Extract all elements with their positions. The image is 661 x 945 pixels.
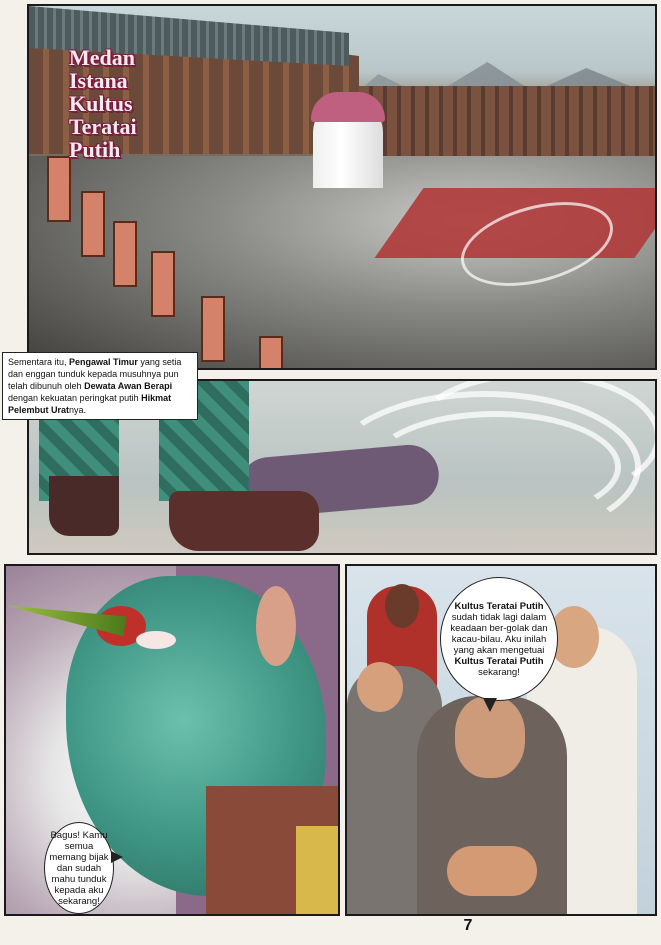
speech-bubble-villain: [44, 822, 114, 914]
distant-hall: [359, 86, 657, 156]
title-word: Putih: [69, 137, 121, 162]
ear: [256, 586, 296, 666]
bubble-tail: [483, 698, 497, 712]
title-word: Istana: [69, 68, 128, 93]
caption-text: yang setia dan enggan tunduk kepada musuhnya pun telah dibunuh oleh: [8, 357, 182, 391]
narration-caption: [2, 352, 198, 420]
eye: [136, 631, 176, 649]
bubble-tail: [111, 851, 123, 863]
pavilion-tent: [313, 98, 383, 188]
yellow-robe: [296, 826, 340, 916]
caption-text: nya.: [69, 405, 87, 415]
bubble-bold: Kultus Teratai Putih: [454, 600, 544, 612]
title-word: Kultus: [69, 91, 133, 116]
boot: [49, 476, 119, 536]
caption-bold: Hikmat Pelembut Urat: [8, 393, 172, 415]
banner-flag: [151, 251, 175, 317]
banner-flag: [47, 156, 71, 222]
page-number: 7: [463, 917, 473, 934]
title-word: Medan: [69, 45, 135, 70]
bubble-text: Bagus! Kamu semua memang bijak dan sudah mahu tunduk kepada aku sekarang!: [49, 829, 109, 907]
panel-palace-courtyard: [27, 4, 657, 370]
clasped-hands: [447, 846, 537, 896]
caption-text: Sementara itu,: [8, 357, 70, 367]
caption-bold: Dewata Awan Berapi: [84, 381, 173, 391]
bubble-bold: Kultus Teratai Putih: [454, 655, 544, 667]
bubble-text-part: sudah tidak lagi dalam keadaan ber-golak dan kacau-bilau. Aku inilah yang akan mengetuai: [450, 611, 548, 656]
caption-text: dengan kekuatan peringkat putih: [8, 393, 142, 403]
speech-bubble-leader: [440, 577, 558, 701]
boot: [169, 491, 319, 551]
title-word: Teratai: [69, 114, 137, 139]
caption-bold: Pengawal Timur: [69, 357, 138, 367]
banner-flag: [259, 336, 283, 370]
banner-flag: [81, 191, 105, 257]
banner-flag: [113, 221, 137, 287]
bubble-text: [449, 601, 549, 678]
banner-flag: [201, 296, 225, 362]
location-title: [69, 46, 189, 161]
bubble-text-part: sekarang!: [478, 666, 520, 678]
